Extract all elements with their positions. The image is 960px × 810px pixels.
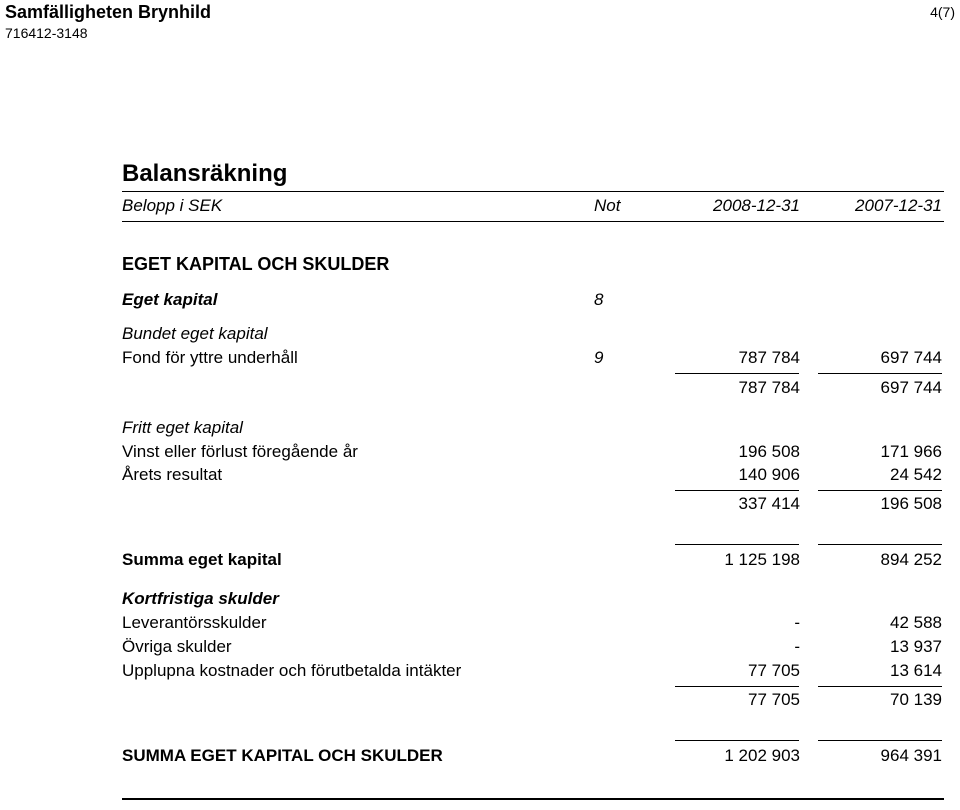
subtotal-value-2008: 787 784 <box>738 378 800 397</box>
row-value-2008: 77 705 <box>748 661 800 680</box>
table-row <box>122 661 942 685</box>
equity-heading: Eget kapital <box>122 290 218 309</box>
table-row <box>122 613 942 637</box>
year2-column-header: 2007-12-31 <box>855 196 942 215</box>
subtotal-value-2007: 70 139 <box>890 690 942 709</box>
restricted-equity-heading: Bundet eget kapital <box>122 324 268 343</box>
subtotal-row <box>122 494 942 518</box>
equity-heading-row <box>122 290 942 314</box>
table-row <box>122 442 942 466</box>
subtotal-rule <box>675 490 799 491</box>
equity-total-2008: 1 125 198 <box>724 550 800 569</box>
total-rule <box>675 544 799 545</box>
row-note: 9 <box>594 348 604 367</box>
subtotal-row <box>122 690 942 714</box>
total-rule <box>818 544 942 545</box>
equity-total-2007: 894 252 <box>880 550 942 569</box>
row-label: Upplupna kostnader och förutbetalda intäkter <box>122 661 462 680</box>
table-row <box>122 465 942 489</box>
organization-name: Samfälligheten Brynhild <box>5 2 212 22</box>
column-header-row <box>122 196 942 220</box>
equity-note: 8 <box>594 290 604 309</box>
row-value-2007: 13 937 <box>890 637 942 656</box>
row-label: Övriga skulder <box>122 637 232 656</box>
subtotal-value-2007: 697 744 <box>880 378 942 397</box>
unit-label: Belopp i SEK <box>122 196 223 215</box>
row-value-2008: - <box>794 613 800 632</box>
grand-total-row <box>122 746 942 770</box>
section-title-text: EGET KAPITAL OCH SKULDER <box>122 254 390 274</box>
equity-total-row <box>122 550 942 574</box>
subtotal-row <box>122 378 942 402</box>
row-value-2007: 171 966 <box>880 442 942 461</box>
note-column-header: Not <box>594 196 621 215</box>
page-number: 4(7) <box>930 4 955 20</box>
table-row <box>122 348 942 372</box>
row-label: Fond för yttre underhåll <box>122 348 298 367</box>
free-equity-heading-row <box>122 418 942 442</box>
subtotal-value-2007: 196 508 <box>880 494 942 513</box>
row-value-2007: 13 614 <box>890 661 942 680</box>
row-value-2007: 697 744 <box>880 348 942 367</box>
subtotal-rule <box>675 686 799 687</box>
subtotal-rule <box>818 373 942 374</box>
year1-column-header: 2008-12-31 <box>713 196 800 215</box>
free-equity-heading: Fritt eget kapital <box>122 418 243 437</box>
restricted-equity-heading-row <box>122 324 942 348</box>
subtotal-value-2008: 337 414 <box>738 494 800 513</box>
liabilities-heading-row <box>122 589 942 613</box>
row-label: Leverantörsskulder <box>122 613 267 632</box>
subtotal-rule <box>675 373 799 374</box>
section-title <box>122 254 942 278</box>
grand-total-2008: 1 202 903 <box>724 746 800 765</box>
row-value-2007: 42 588 <box>890 613 942 632</box>
equity-total-label: Summa eget kapital <box>122 550 282 569</box>
subtotal-rule <box>818 490 942 491</box>
title-rule <box>122 191 944 192</box>
subtotal-value-2008: 77 705 <box>748 690 800 709</box>
column-header-rule <box>122 221 944 222</box>
liabilities-heading: Kortfristiga skulder <box>122 589 279 608</box>
grand-total-2007: 964 391 <box>880 746 942 765</box>
bottom-rule <box>122 798 944 800</box>
grand-total-rule <box>818 740 942 741</box>
row-value-2008: 196 508 <box>738 442 800 461</box>
row-value-2008: 140 906 <box>738 465 800 484</box>
row-label: Vinst eller förlust föregående år <box>122 442 358 461</box>
page-title: Balansräkning <box>122 160 288 187</box>
row-value-2008: - <box>794 637 800 656</box>
row-value-2007: 24 542 <box>890 465 942 484</box>
organization-number: 716412-3148 <box>5 25 88 41</box>
row-value-2008: 787 784 <box>738 348 800 367</box>
row-label: Årets resultat <box>122 465 223 484</box>
grand-total-rule <box>675 740 799 741</box>
grand-total-label: SUMMA EGET KAPITAL OCH SKULDER <box>122 746 443 765</box>
table-row <box>122 637 942 661</box>
subtotal-rule <box>818 686 942 687</box>
